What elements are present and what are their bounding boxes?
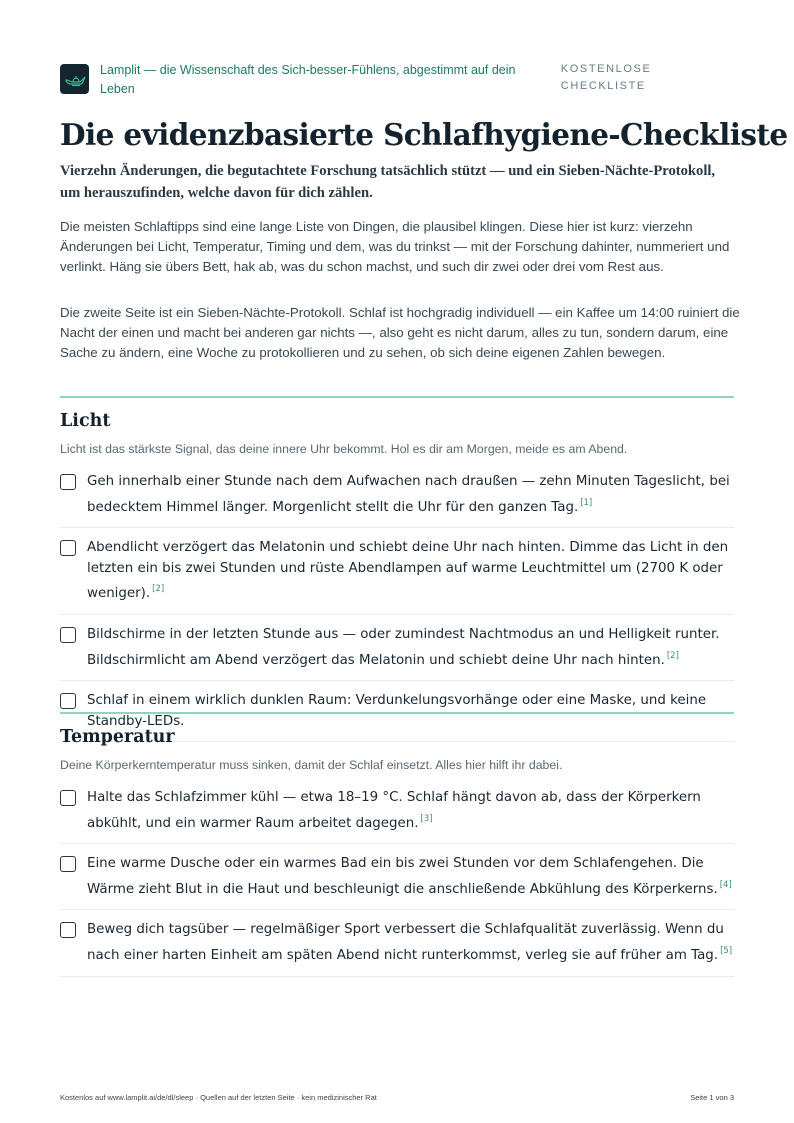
- page-subtitle: Vierzehn Änderungen, die begutachtete Forschung tatsächlich stützt — und ein Sieben-Nächte-Protokoll, um herauszufinden, welche davon für dich zählen.: [60, 163, 716, 201]
- citation-reference-link[interactable]: [3]: [420, 813, 433, 824]
- brand-tagline: Lamplit — die Wissenschaft des Sich-besser-Fühlens, abgestimmt auf dein Leben: [100, 63, 516, 96]
- section-divider: [60, 712, 734, 714]
- checklist-item-text: [87, 788, 734, 834]
- page-title: Die evidenzbasierte Schlafhygiene-Checkliste: [60, 117, 788, 152]
- section-description: Licht ist das stärkste Signal, das deine innere Uhr bekommt. Hol es dir am Morgen, meide es am Abend.: [60, 442, 628, 456]
- checklist-item-text: [87, 538, 734, 605]
- citation-reference-link[interactable]: [2]: [152, 584, 165, 595]
- checklist-item-text: [87, 625, 734, 671]
- checklist-item-text: [87, 920, 734, 966]
- checkbox[interactable]: [60, 627, 76, 643]
- checklist-item-label: Beweg dich tagsüber — regelmäßiger Sport verbessert die Schlafqualität zuverlässig. Wenn du nach einer harten Einheit am späten Abend nicht runterkommst, verleg sie auf früher am Tag.: [87, 922, 724, 963]
- checklist-item-text: [87, 472, 734, 518]
- citation-reference-link[interactable]: [1]: [580, 497, 593, 508]
- checklist-item: [60, 852, 734, 910]
- checkbox[interactable]: [60, 693, 76, 709]
- checklist-item-label: Schlaf in einem wirklich dunklen Raum: Verdunkelungsvorhänge oder eine Maske, und keine Standby-LEDs.: [87, 693, 707, 729]
- section-title-temperatur: Temperatur: [60, 727, 175, 747]
- free-checklist-tag: KOSTENLOSE CHECKLISTE: [560, 63, 652, 92]
- section-title-licht: Licht: [60, 411, 111, 431]
- checklist-item: [60, 918, 734, 976]
- citation-reference-link[interactable]: [5]: [720, 945, 733, 956]
- checkbox[interactable]: [60, 790, 76, 806]
- footer-source-note: Kostenlos auf www.lamplit.ai/de/dl/sleep · Quellen auf der letzten Seite · kein medizinischer Rat: [60, 1093, 377, 1102]
- section-description: Deine Körperkerntemperatur muss sinken, damit der Schlaf einsetzt. Alles hier hilft ihr dabei.: [60, 758, 563, 772]
- magic-lamp-icon-glyph: [64, 71, 86, 87]
- page-footer: [60, 1093, 734, 1103]
- checklist-temperatur: [60, 786, 734, 985]
- checklist-item: [60, 536, 734, 615]
- checklist-item-text: [87, 854, 734, 900]
- citation-reference-link[interactable]: [2]: [666, 650, 679, 661]
- checkbox[interactable]: [60, 856, 76, 872]
- page-number: Seite 1 von 3: [690, 1093, 734, 1102]
- magic-lamp-icon: [60, 64, 89, 94]
- checklist-item: [60, 786, 734, 844]
- section-divider: [60, 396, 734, 398]
- citation-reference-link[interactable]: [4]: [719, 879, 732, 890]
- intro-paragraph: Die zweite Seite ist ein Sieben-Nächte-Protokoll. Schlaf ist hochgradig individuell — ein Kaffee um 14:00 ruiniert die Nacht der einen und macht bei anderen gar nichts —, also geht es nicht darum, alles zu tun, sondern darum, eine Sache zu ändern, eine Woche zu protokollieren und zu sehen, ob sich deine eigenen Zahlen bewegen.: [60, 305, 740, 361]
- checklist-item-label: Geh innerhalb einer Stunde nach dem Aufwachen nach draußen — zehn Minuten Tageslicht, bei bedecktem Himmel länger. Morgenlicht stellt die Uhr für den ganzen Tag.: [87, 474, 730, 515]
- checklist-licht: [60, 470, 734, 750]
- checklist-item: [60, 623, 734, 681]
- checklist-item-label: Halte das Schlafzimmer kühl — etwa 18–19 °C. Schlaf hängt davon ab, dass der Körperkern abkühlt, und ein warmer Raum arbeitet dagegen.: [87, 790, 701, 831]
- checklist-item: [60, 470, 734, 528]
- checkbox[interactable]: [60, 540, 76, 556]
- checklist-item-label: Bildschirme in der letzten Stunde aus — oder zumindest Nachtmodus an und Helligkeit runter. Bildschirmlicht am Abend verzögert das Melatonin und schiebt deine Uhr nach hinten.: [87, 626, 720, 668]
- checklist-item-label: Eine warme Dusche oder ein warmes Bad ein bis zwei Stunden vor dem Schlafengehen. Die Wärme zieht Blut in die Haut und beschleunigt die anschließende Abkühlung des Körperkerns.: [87, 856, 718, 897]
- intro-paragraph: Die meisten Schlaftipps sind eine lange Liste von Dingen, die plausibel klingen. Diese hier ist kurz: vierzehn Änderungen bei Licht, Temperatur, Timing und dem, was du trinkst — mit der Forschung dahinter, nummeriert und verlinkt. Häng sie übers Bett, hak ab, was du schon machst, und such dir zwei oder drei vom Rest aus.: [60, 219, 730, 275]
- checkbox[interactable]: [60, 474, 76, 490]
- page-header: [60, 61, 734, 99]
- checklist-item-label: Abendlicht verzögert das Melatonin und schiebt deine Uhr nach hinten. Dimme das Licht in den letzten ein bis zwei Stunden und rüste Abendlampen auf warme Leuchtmittel um (2700 K oder weniger).: [87, 540, 729, 602]
- checkbox[interactable]: [60, 922, 76, 938]
